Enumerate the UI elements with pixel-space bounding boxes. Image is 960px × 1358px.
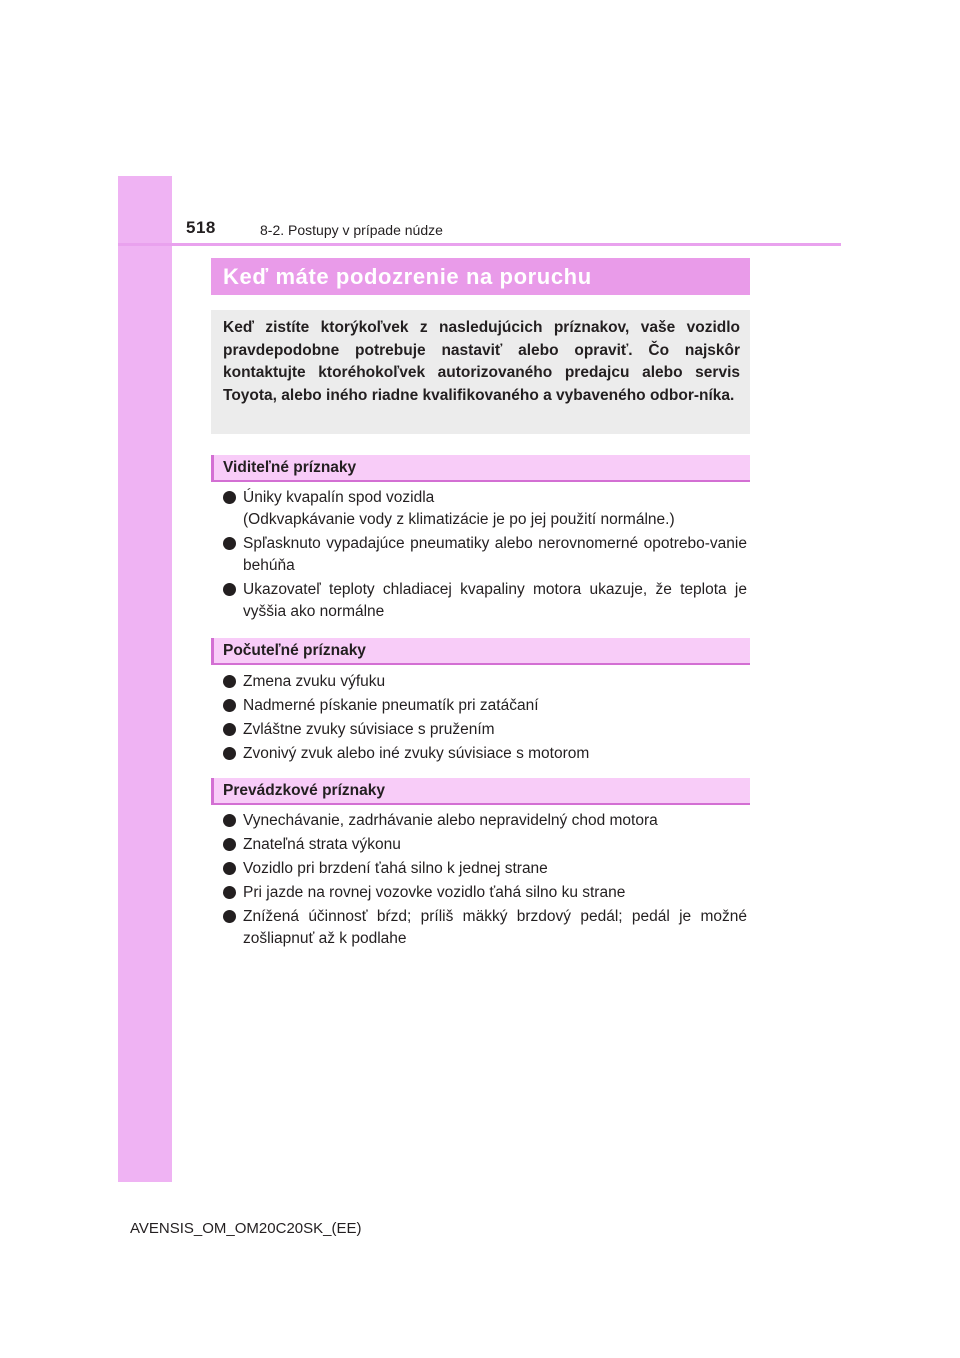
bullet-icon (223, 814, 236, 827)
side-tab-bar (118, 176, 172, 1182)
section-title: 8-2. Postupy v prípade núdze (260, 222, 443, 238)
subheading-operational-symptoms: Prevádzkové príznaky (211, 778, 750, 805)
bullet-icon (223, 583, 236, 596)
bullet-icon (223, 910, 236, 923)
list-item: Znateľná strata výkonu (223, 834, 747, 856)
list-visible-symptoms (223, 487, 747, 625)
bullet-icon (223, 838, 236, 851)
bullet-icon (223, 723, 236, 736)
list-item: Úniky kvapalín spod vozidla (223, 487, 747, 509)
bullet-icon (223, 862, 236, 875)
list-item: Znížená účinnosť bŕzd; príliš mäkký brzdový pedál; pedál je možné zošliapnuť až k podlahe (223, 906, 747, 950)
list-item: Zvonivý zvuk alebo iné zvuky súvisiace s motorom (223, 743, 747, 765)
header-rule (118, 243, 841, 246)
list-item: Vozidlo pri brzdení ťahá silno k jednej strane (223, 858, 747, 880)
page-number: 518 (186, 218, 216, 237)
subheading-visible-symptoms: Viditeľné príznaky (211, 455, 750, 482)
list-audible-symptoms (223, 671, 747, 767)
main-heading: Keď máte podozrenie na poruchu (211, 258, 750, 295)
list-item: Spľasknuto vypadajúce pneumatiky alebo nerovnomerné opotrebo-vanie behúňa (223, 533, 747, 577)
bullet-icon (223, 699, 236, 712)
list-operational-symptoms (223, 810, 747, 952)
bullet-icon (223, 491, 236, 504)
intro-box (211, 310, 750, 434)
list-item: Zmena zvuku výfuku (223, 671, 747, 693)
list-item: Ukazovateľ teploty chladiacej kvapaliny motora ukazuje, že teplota je vyššia ako normálne (223, 579, 747, 623)
list-item: Pri jazde na rovnej vozovke vozidlo ťahá silno ku strane (223, 882, 747, 904)
intro-text: Keď zistíte ktorýkoľvek z nasledujúcich príznakov, vaše vozidlo pravdepodobne potrebuje nastaviť alebo opraviť. Čo najskôr kontaktujte ktoréhokoľvek autorizovaného predajcu alebo servis Toyota, alebo iného riadne kvalifikovaného a vybaveného odbor-níka. (223, 319, 740, 404)
list-item-note: (Odkvapkávanie vody z klimatizácie je po jej použití normálne.) (243, 511, 675, 528)
list-item: Vynechávanie, zadrhávanie alebo nepravidelný chod motora (223, 810, 747, 832)
list-item: Zvláštne zvuky súvisiace s pružením (223, 719, 747, 741)
list-item: Nadmerné pískanie pneumatík pri zatáčaní (223, 695, 747, 717)
bullet-icon (223, 675, 236, 688)
bullet-icon (223, 747, 236, 760)
bullet-icon (223, 537, 236, 550)
bullet-icon (223, 886, 236, 899)
document-code-footer: AVENSIS_OM_OM20C20SK_(EE) (130, 1220, 362, 1237)
subheading-audible-symptoms: Počuteľné príznaky (211, 638, 750, 665)
